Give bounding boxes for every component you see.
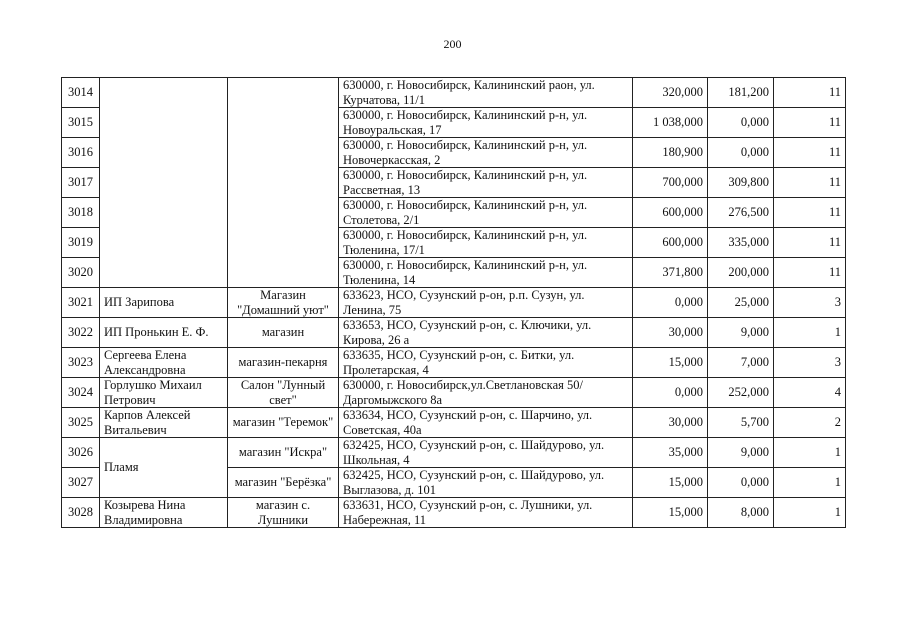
- value1-cell: 600,000: [633, 228, 708, 258]
- class-cell: 2: [774, 408, 846, 438]
- value2-cell: 276,500: [708, 198, 774, 228]
- object-cell: магазин "Искра": [228, 438, 339, 468]
- object-cell: магазин "Берёзка": [228, 468, 339, 498]
- row-number: 3026: [62, 438, 100, 468]
- class-cell: 11: [774, 78, 846, 108]
- class-cell: 11: [774, 138, 846, 168]
- class-cell: 1: [774, 468, 846, 498]
- row-number: 3020: [62, 258, 100, 288]
- value1-cell: 30,000: [633, 318, 708, 348]
- address-cell: 633623, НСО, Сузунский р-он, р.п. Сузун, ул. Ленина, 75: [339, 288, 633, 318]
- row-number: 3028: [62, 498, 100, 528]
- value1-cell: 0,000: [633, 378, 708, 408]
- address-cell: 633653, НСО, Сузунский р-он, с. Ключики, ул. Кирова, 26 а: [339, 318, 633, 348]
- class-cell: 11: [774, 198, 846, 228]
- owner-cell: ИП Пронькин Е. Ф.: [100, 318, 228, 348]
- address-cell: 633634, НСО, Сузунский р-он, с. Шарчино, ул. Советская, 40а: [339, 408, 633, 438]
- owner-cell: ИП Зарипова: [100, 288, 228, 318]
- page-number: 200: [443, 37, 462, 51]
- row-number: 3019: [62, 228, 100, 258]
- address-cell: 630000, г. Новосибирск, Калининский р-н, ул. Новоуральская, 17: [339, 108, 633, 138]
- class-cell: 11: [774, 108, 846, 138]
- row-number: 3023: [62, 348, 100, 378]
- value2-cell: 200,000: [708, 258, 774, 288]
- value2-cell: 9,000: [708, 438, 774, 468]
- value1-cell: 35,000: [633, 438, 708, 468]
- value1-cell: 180,900: [633, 138, 708, 168]
- row-number: 3027: [62, 468, 100, 498]
- value2-cell: 0,000: [708, 108, 774, 138]
- value2-cell: 335,000: [708, 228, 774, 258]
- value1-cell: 600,000: [633, 198, 708, 228]
- value2-cell: 181,200: [708, 78, 774, 108]
- object-cell: магазин-пекарня: [228, 348, 339, 378]
- value1-cell: 15,000: [633, 468, 708, 498]
- row-number: 3015: [62, 108, 100, 138]
- class-cell: 11: [774, 258, 846, 288]
- owner-cell: Сергеева Елена Александровна: [100, 348, 228, 378]
- value1-cell: 700,000: [633, 168, 708, 198]
- address-cell: 630000, г. Новосибирск, Калининский р-н, ул. Столетова, 2/1: [339, 198, 633, 228]
- value2-cell: 5,700: [708, 408, 774, 438]
- class-cell: 1: [774, 498, 846, 528]
- address-cell: 632425, НСО, Сузунский р-он, с. Шайдурово, ул. Выглазова, д. 101: [339, 468, 633, 498]
- owner-cell: Горлушко Михаил Петрович: [100, 378, 228, 408]
- row-number: 3024: [62, 378, 100, 408]
- class-cell: 1: [774, 438, 846, 468]
- table-row: [62, 378, 846, 408]
- row-number: 3025: [62, 408, 100, 438]
- table-row: [62, 348, 846, 378]
- address-cell: 630000, г. Новосибирск,ул.Светлановская 50/Даргомыжского 8а: [339, 378, 633, 408]
- value1-cell: 371,800: [633, 258, 708, 288]
- value1-cell: 30,000: [633, 408, 708, 438]
- value2-cell: 9,000: [708, 318, 774, 348]
- object-cell: магазин "Теремок": [228, 408, 339, 438]
- class-cell: 1: [774, 318, 846, 348]
- owner-cell-merged: Пламя: [100, 438, 228, 498]
- value2-cell: 7,000: [708, 348, 774, 378]
- table-row: [62, 408, 846, 438]
- row-number: 3017: [62, 168, 100, 198]
- table-row: [62, 288, 846, 318]
- value2-cell: 25,000: [708, 288, 774, 318]
- object-cell-empty: [228, 78, 339, 288]
- row-number: 3018: [62, 198, 100, 228]
- row-number: 3022: [62, 318, 100, 348]
- value2-cell: 309,800: [708, 168, 774, 198]
- object-cell: магазин: [228, 318, 339, 348]
- address-cell: 630000, г. Новосибирск, Калининский р-н, ул. Рассветная, 13: [339, 168, 633, 198]
- address-cell: 633631, НСО, Сузунский р-он, с. Лушники, ул. Набережная, 11: [339, 498, 633, 528]
- value1-cell: 15,000: [633, 498, 708, 528]
- value2-cell: 0,000: [708, 468, 774, 498]
- value1-cell: 0,000: [633, 288, 708, 318]
- address-cell: 630000, г. Новосибирск, Калининский раон, ул. Курчатова, 11/1: [339, 78, 633, 108]
- table-row: [62, 78, 846, 108]
- owner-cell: Козырева Нина Владимировна: [100, 498, 228, 528]
- class-cell: 3: [774, 348, 846, 378]
- address-cell: 633635, НСО, Сузунский р-он, с. Битки, ул. Пролетарская, 4: [339, 348, 633, 378]
- value1-cell: 1 038,000: [633, 108, 708, 138]
- row-number: 3021: [62, 288, 100, 318]
- address-cell: 630000, г. Новосибирск, Калининский р-н, ул. Новочеркасская, 2: [339, 138, 633, 168]
- table-row: [62, 498, 846, 528]
- class-cell: 3: [774, 288, 846, 318]
- owner-cell-empty: [100, 78, 228, 288]
- row-number: 3014: [62, 78, 100, 108]
- value2-cell: 252,000: [708, 378, 774, 408]
- value2-cell: 8,000: [708, 498, 774, 528]
- registry-table: [61, 77, 846, 528]
- address-cell: 630000, г. Новосибирск, Калининский р-н, ул. Тюленина, 14: [339, 258, 633, 288]
- object-cell: Магазин "Домашний уют": [228, 288, 339, 318]
- table-row: [62, 318, 846, 348]
- object-cell: магазин с. Лушники: [228, 498, 339, 528]
- value2-cell: 0,000: [708, 138, 774, 168]
- class-cell: 11: [774, 168, 846, 198]
- value1-cell: 15,000: [633, 348, 708, 378]
- row-number: 3016: [62, 138, 100, 168]
- class-cell: 11: [774, 228, 846, 258]
- value1-cell: 320,000: [633, 78, 708, 108]
- object-cell: Салон "Лунный свет": [228, 378, 339, 408]
- address-cell: 632425, НСО, Сузунский р-он, с. Шайдурово, ул. Школьная, 4: [339, 438, 633, 468]
- table-row: [62, 438, 846, 468]
- owner-cell: Карпов Алексей Витальевич: [100, 408, 228, 438]
- class-cell: 4: [774, 378, 846, 408]
- address-cell: 630000, г. Новосибирск, Калининский р-н, ул. Тюленина, 17/1: [339, 228, 633, 258]
